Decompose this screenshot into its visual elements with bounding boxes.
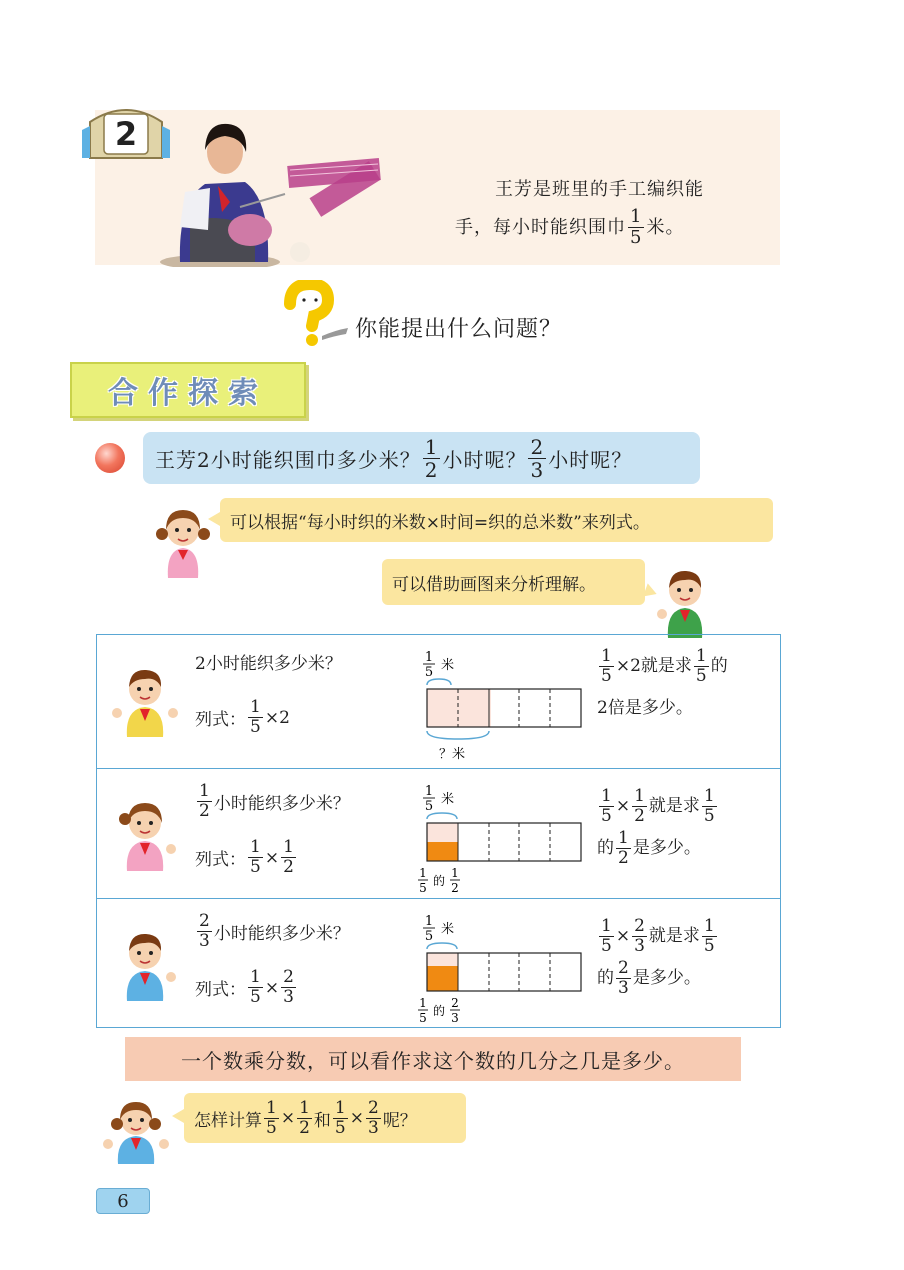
problem-table: [96, 634, 781, 1028]
diagram-top-unit: 米: [441, 792, 455, 807]
fraction-one-fifth: $\frac{1}{5}$: [334, 1097, 346, 1138]
boy-character-icon: [109, 921, 181, 1001]
conclusion-box: 一个数乘分数，可以看作求这个数的几分之几是多少。: [125, 1037, 741, 1081]
explanation-text: 的: [597, 968, 614, 988]
rate-fraction: $\frac{1}{5}$: [630, 206, 643, 248]
fraction-one-fifth: $\frac{1}{5}$: [266, 1097, 277, 1138]
fraction-two-thirds: $\frac{2}{3}$: [199, 911, 210, 951]
times-sign: ×: [264, 847, 280, 868]
intro-line-1: 王芳是班里的手工编织能: [495, 179, 704, 200]
calc-prefix: 怎样计算: [194, 1110, 262, 1131]
fraction-half: $\frac{1}{2}$: [283, 837, 294, 877]
diagram-bottom-numerator: 1: [419, 866, 427, 880]
calc-suffix: 呢？: [382, 1110, 417, 1131]
diagram-bottom-denominator: 3: [451, 1011, 459, 1025]
fraction-half: $\frac{1}{2}$: [424, 434, 439, 482]
fraction-one-fifth: $\frac{1}{5}$: [601, 645, 612, 686]
explanation-text: 是多少。: [632, 838, 701, 858]
fraction-one-fifth: $\frac{1}{5}$: [703, 915, 715, 956]
times-sign: ×: [615, 796, 631, 816]
times-sign: ×: [280, 1108, 296, 1128]
prompt-question: 你能提出什么问题？: [355, 317, 563, 342]
bullet-ball-icon: [95, 443, 125, 473]
main-question-part1: 王芳2小时能织围巾多少米？: [155, 447, 421, 472]
times-sign: ×: [264, 977, 280, 998]
boy-character-icon: [109, 657, 181, 737]
explanation-text: ×2就是求: [615, 656, 692, 676]
page-number: 6: [96, 1188, 150, 1214]
diagram-top-numerator: 1: [424, 650, 434, 665]
diagram-bottom-of: 的: [433, 874, 446, 888]
intro-text: [455, 172, 765, 247]
diagram-bottom-denominator: 5: [419, 881, 427, 895]
explanation-text: 的: [597, 838, 614, 858]
diagram-top-denominator: 5: [424, 799, 434, 814]
diagram-top-numerator: 1: [424, 784, 434, 799]
calc-and: 和: [313, 1110, 331, 1131]
row-question-text: 2小时能织多少米？: [195, 654, 342, 674]
equation-operand: 2: [279, 707, 290, 728]
diagram-bottom-label: ？米: [439, 747, 466, 762]
main-question-part3: 小时呢？: [548, 447, 633, 472]
speech-bubble-calculate: [184, 1093, 466, 1143]
row-equation: [195, 969, 298, 1006]
diagram-bottom-numerator: 2: [451, 996, 459, 1010]
diagram-bottom-denominator: 2: [451, 881, 459, 895]
row-equation: [195, 839, 298, 876]
table-row: [97, 635, 780, 768]
speech-bubble-drawing: 可以借助画图来分析理解。: [382, 559, 645, 605]
explanation-text: 的: [710, 656, 728, 676]
fraction-half: $\frac{1}{2}$: [199, 781, 210, 821]
row-explanation: [597, 915, 777, 999]
times-sign: ×: [615, 926, 631, 946]
question-mark-icon: [270, 280, 350, 350]
equation-label: 列式：: [195, 710, 246, 730]
row-explanation: [597, 785, 777, 869]
fraction-two-thirds: $\frac{2}{3}$: [283, 967, 294, 1007]
row-question-text: 小时能织多少米？: [213, 794, 350, 814]
table-row: [97, 768, 780, 898]
fraction-half: $\frac{1}{2}$: [618, 827, 629, 868]
explanation-text: 是多少。: [632, 968, 701, 988]
diagram-top-numerator: 1: [424, 914, 434, 929]
fraction-two-thirds: $\frac{2}{3}$: [618, 957, 629, 998]
fraction-two-thirds: $\frac{2}{3}$: [367, 1097, 379, 1138]
fraction-one-fifth: $\frac{1}{5}$: [695, 645, 707, 686]
fraction-one-fifth: $\frac{1}{5}$: [250, 697, 261, 737]
diagram-bottom-of: 的: [433, 1004, 446, 1018]
fraction-one-fifth: $\frac{1}{5}$: [703, 785, 715, 826]
main-question-part2: 小时呢？: [442, 447, 527, 472]
diagram-top-unit: 米: [441, 922, 455, 937]
section-title-banner: 合作探索: [70, 362, 306, 418]
fraction-two-thirds: $\frac{2}{3}$: [634, 915, 645, 956]
intro-line-2-unit: 米。: [646, 216, 685, 238]
diagram-bottom-denominator: 5: [419, 1011, 427, 1025]
fraction-two-thirds: $\frac{2}{3}$: [530, 434, 545, 482]
equation-label: 列式：: [195, 850, 246, 870]
fraction-half: $\frac{1}{2}$: [299, 1097, 310, 1138]
diagram-top-unit: 米: [441, 658, 455, 673]
row-question-text: 小时能织多少米？: [213, 924, 350, 944]
main-question: [143, 432, 700, 484]
times-sign: ×: [264, 707, 280, 728]
equation-label: 列式：: [195, 980, 246, 1000]
speech-bubble-formula: 可以根据“每小时织的米数×时间=织的总米数”来列式。: [220, 498, 773, 542]
explanation-text: 就是求: [648, 926, 700, 946]
row-equation: [195, 699, 290, 736]
row-question: [195, 649, 342, 674]
explanation-text: 就是求: [648, 796, 700, 816]
lesson-number: 2: [114, 115, 138, 153]
lesson-number-badge: [80, 100, 172, 160]
diagram-bottom-numerator: 1: [451, 866, 459, 880]
girl-character-icon: [100, 1092, 172, 1164]
times-sign: ×: [349, 1108, 364, 1128]
diagram-top-denominator: 5: [424, 665, 434, 680]
boy-character-icon: [650, 560, 720, 638]
intro-line-2: [455, 208, 765, 247]
fraction-half: $\frac{1}{2}$: [634, 785, 645, 826]
girl-character-icon: [109, 791, 181, 871]
explanation-text: 2倍是多少。: [597, 698, 693, 718]
bar-diagram: [409, 775, 589, 899]
bar-diagram: [409, 641, 589, 765]
fraction-one-fifth: $\frac{1}{5}$: [250, 967, 261, 1007]
row-question: [195, 913, 350, 950]
fraction-one-fifth: $\frac{1}{5}$: [601, 915, 612, 956]
fraction-one-fifth: $\frac{1}{5}$: [601, 785, 612, 826]
row-question: [195, 783, 350, 820]
diagram-top-denominator: 5: [424, 929, 434, 944]
fraction-one-fifth: $\frac{1}{5}$: [250, 837, 261, 877]
diagram-bottom-numerator: 1: [419, 996, 427, 1010]
bar-diagram: [409, 905, 589, 1029]
row-explanation: [597, 645, 777, 729]
knitting-girl-photo: [160, 112, 400, 267]
table-row: [97, 898, 780, 1027]
intro-line-2-text: 手，每小时能织围巾: [455, 216, 626, 238]
